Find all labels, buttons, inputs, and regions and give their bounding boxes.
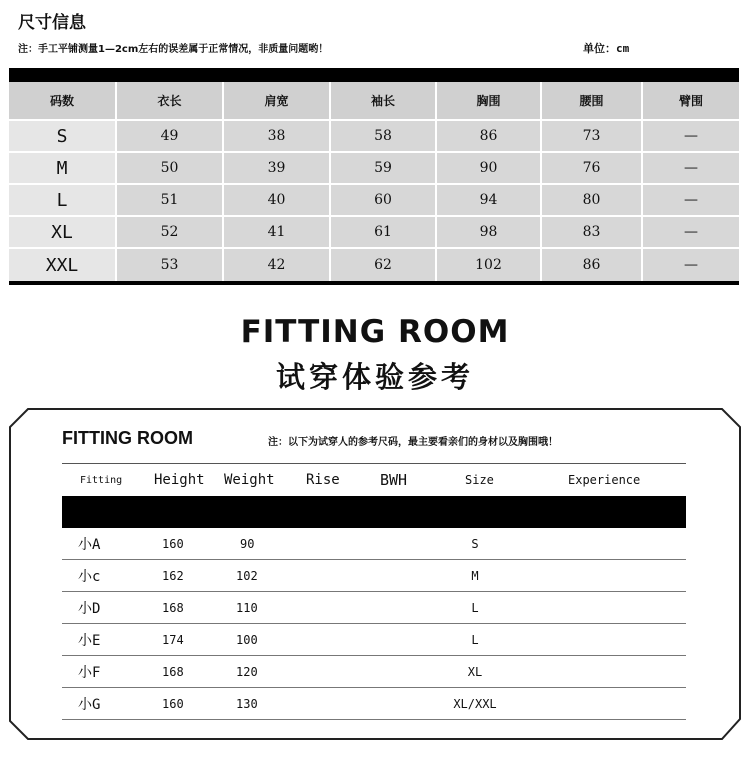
fitting-panel-note: 注：以下为试穿人的参考尺码，最主要看亲们的身材以及胸围哦！ xyxy=(268,437,558,448)
column-header: 腰围 xyxy=(542,82,643,121)
table-cell: 38 xyxy=(224,121,331,153)
table-cell: 39 xyxy=(224,153,331,185)
measurement-note: 注：手工平铺测量1—2cm左右的误差属于正常情况，非质量问题哟！ xyxy=(18,44,329,55)
table-cell: 40 xyxy=(224,185,331,217)
table-cell: 102 xyxy=(437,249,542,281)
fitting-room-heading: FITTING ROOM xyxy=(240,314,510,350)
fitting-reference-heading: 试穿体验参考 xyxy=(275,360,474,394)
table-cell: — xyxy=(643,121,739,153)
size-value: S xyxy=(471,536,479,551)
header-divider-bar xyxy=(62,496,686,528)
column-header: Experience xyxy=(568,473,641,487)
table-row xyxy=(9,249,739,281)
column-header: Fitting xyxy=(80,474,123,486)
table-cell: — xyxy=(643,249,739,281)
size-code: XXL xyxy=(9,249,117,281)
table-row xyxy=(9,217,739,249)
table-cell: 59 xyxy=(331,153,437,185)
column-header: 衣长 xyxy=(117,82,224,121)
fitter-name: 小F xyxy=(78,664,101,681)
weight-value: 120 xyxy=(236,664,258,679)
table-row xyxy=(62,688,686,720)
column-header: Rise xyxy=(306,472,340,488)
column-header: Size xyxy=(465,473,494,487)
table-cell: 98 xyxy=(437,217,542,249)
height-value: 162 xyxy=(162,568,184,583)
column-header: 肩宽 xyxy=(224,82,331,121)
fitter-name: 小G xyxy=(78,696,101,713)
table-cell: 50 xyxy=(117,153,224,185)
table-row xyxy=(9,153,739,185)
table-row xyxy=(62,528,686,560)
table-cell: 52 xyxy=(117,217,224,249)
table-cell: 83 xyxy=(542,217,643,249)
height-value: 160 xyxy=(162,696,184,711)
height-value: 174 xyxy=(162,632,184,647)
height-value: 168 xyxy=(162,664,184,679)
weight-value: 130 xyxy=(236,696,258,711)
fitting-panel-title: FITTING ROOM xyxy=(62,428,193,448)
fitter-name: 小A xyxy=(78,536,101,553)
table-cell: 86 xyxy=(437,121,542,153)
column-header: 胸围 xyxy=(437,82,542,121)
column-header: Weight xyxy=(224,472,275,488)
size-info-title: 尺寸信息 xyxy=(18,13,86,33)
table-cell: 51 xyxy=(117,185,224,217)
table-cell: 73 xyxy=(542,121,643,153)
size-value: L xyxy=(471,632,479,647)
size-value: M xyxy=(471,568,479,583)
fitter-name: 小E xyxy=(78,632,101,649)
table-cell: 62 xyxy=(331,249,437,281)
table-row xyxy=(62,656,686,688)
table-cell: 90 xyxy=(437,153,542,185)
weight-value: 100 xyxy=(236,632,258,647)
column-header: Height xyxy=(154,472,205,488)
column-header: 码数 xyxy=(9,82,117,121)
table-cell: 41 xyxy=(224,217,331,249)
table-cell: — xyxy=(643,185,739,217)
fitter-name: 小c xyxy=(78,568,101,585)
size-value: XL/XXL xyxy=(453,696,497,711)
table-cell: 58 xyxy=(331,121,437,153)
table-cell: 80 xyxy=(542,185,643,217)
table-row xyxy=(9,185,739,217)
table-cell: 61 xyxy=(331,217,437,249)
size-code: M xyxy=(9,153,117,185)
size-code: XL xyxy=(9,217,117,249)
table-cell: 53 xyxy=(117,249,224,281)
table-cell: 86 xyxy=(542,249,643,281)
table-row xyxy=(62,624,686,656)
table-cell: 76 xyxy=(542,153,643,185)
height-value: 160 xyxy=(162,536,184,551)
table-row xyxy=(9,121,739,153)
size-code: L xyxy=(9,185,117,217)
table-row xyxy=(62,560,686,592)
size-code: S xyxy=(9,121,117,153)
table-cell: — xyxy=(643,153,739,185)
unit-label: 单位：cm xyxy=(583,42,630,55)
table-cell: 49 xyxy=(117,121,224,153)
size-value: XL xyxy=(467,664,483,679)
weight-value: 90 xyxy=(240,536,255,551)
fitting-table-header xyxy=(62,463,686,496)
table-row xyxy=(62,592,686,624)
height-value: 168 xyxy=(162,600,184,615)
size-table-header xyxy=(9,82,739,121)
column-header: 袖长 xyxy=(331,82,437,121)
fitting-table xyxy=(62,528,686,720)
weight-value: 102 xyxy=(236,568,258,583)
weight-value: 110 xyxy=(236,600,258,615)
size-table xyxy=(9,68,739,285)
size-value: L xyxy=(471,600,479,615)
table-cell: 94 xyxy=(437,185,542,217)
table-cell: 42 xyxy=(224,249,331,281)
table-cell: 60 xyxy=(331,185,437,217)
column-header: 臂围 xyxy=(643,82,739,121)
column-header: BWH xyxy=(380,471,408,489)
table-cell: — xyxy=(643,217,739,249)
fitter-name: 小D xyxy=(78,600,101,617)
